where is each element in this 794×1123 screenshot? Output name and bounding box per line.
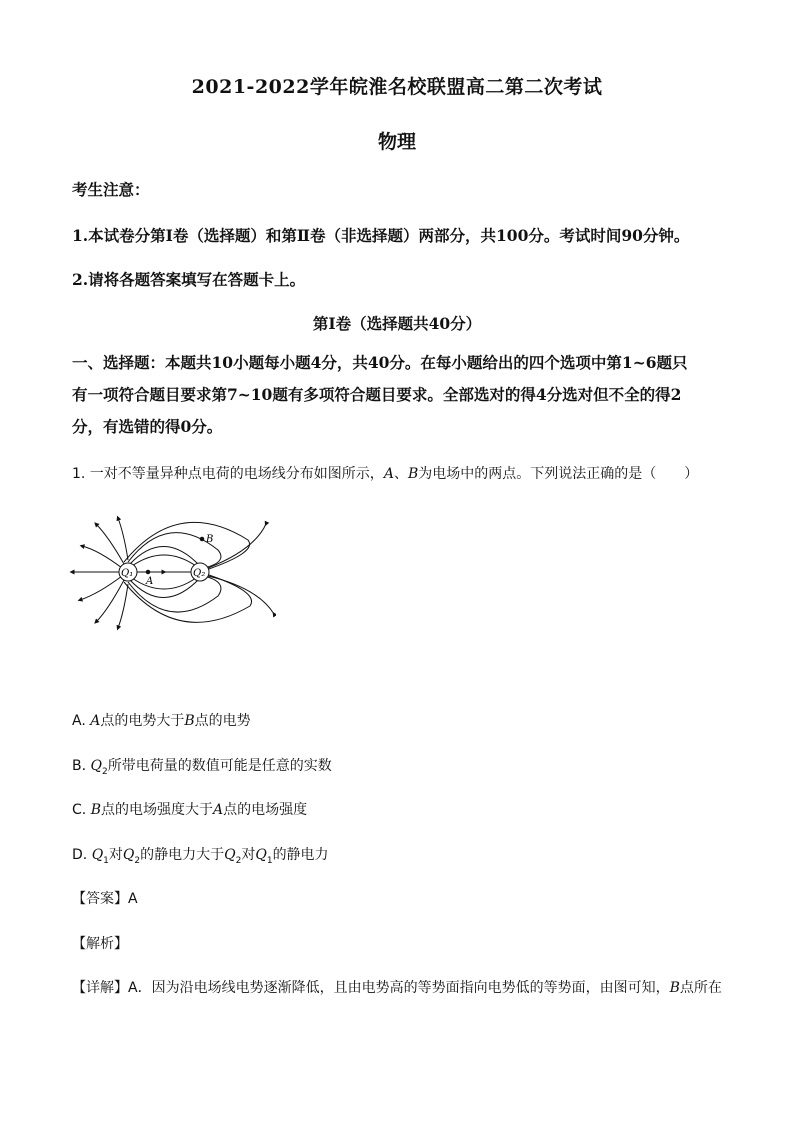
point-b-label: B: [206, 534, 214, 545]
stem-text: 为电场中的两点。下列说法正确的是（ ）: [418, 466, 699, 482]
section-instructions: [72, 347, 728, 443]
q1-label: Q₁: [121, 568, 134, 579]
stem-text: 1. 一对不等量异种点电荷的电场线分布如图所示，: [72, 466, 384, 482]
opt-sub: 2: [102, 766, 108, 777]
detail-line: [72, 977, 722, 997]
opt-sub: 1: [266, 855, 273, 866]
section-title: 第Ⅰ卷（选择题共40分）: [312, 314, 482, 333]
opt-text: 点的电势: [194, 713, 251, 729]
opt-text: 点的电场强度大于: [100, 802, 213, 818]
opt-text: C.: [72, 802, 91, 818]
opt-var: Q: [122, 847, 135, 863]
detail-text: 【详解】A．因为沿电场线电势逐渐降低，且由电势高的等势面指向电势低的等势面，由图可知，: [72, 980, 670, 996]
opt-text: 所带电荷量的数值可能是任意的实数: [107, 758, 332, 774]
opt-text: 对: [108, 847, 123, 863]
opt-sub: 2: [134, 855, 141, 866]
stem-text: 、: [393, 466, 408, 482]
opt-var: B: [184, 713, 195, 729]
subject-title: 物理: [377, 131, 416, 153]
opt-var: Q: [255, 847, 267, 863]
answer-line: 【答案】A: [72, 891, 138, 907]
detail-text: 点所在: [679, 980, 722, 996]
opt-text: 点的电场强度: [223, 802, 308, 818]
opt-sub: 2: [235, 855, 242, 866]
stem-var-b: B: [407, 466, 419, 482]
opt-var: Q: [224, 847, 236, 863]
instruction-line: 有一项符合题目要求第7~10题有多项符合题目要求。全部选对的得4分选对但不全的得2: [72, 385, 682, 404]
q2-label: Q₂: [193, 568, 206, 579]
opt-text: 对: [241, 847, 256, 863]
opt-text: 点的电势大于: [100, 713, 185, 729]
opt-text: D.: [72, 847, 92, 863]
notice-item-1: 1.本试卷分第Ⅰ卷（选择题）和第Ⅱ卷（非选择题）两部分，共100分。考试时间90分钟。: [72, 226, 690, 245]
question-1-stem: [72, 463, 698, 483]
opt-text: A.: [72, 713, 91, 729]
opt-var: B: [90, 802, 101, 818]
analysis-line: 【解析】: [72, 936, 128, 952]
notice-heading: 考生注意：: [72, 180, 150, 199]
opt-text: B.: [72, 758, 91, 774]
opt-var: A: [212, 802, 224, 818]
notice-item-2: 2.请将各题答案填写在答题卡上。: [72, 270, 306, 289]
opt-sub: 1: [103, 855, 109, 866]
instruction-line: 分，有选错的得0分。: [72, 417, 223, 436]
option-d: [72, 844, 329, 866]
opt-text: 的静电力: [272, 847, 329, 863]
point-a-label: A: [146, 576, 154, 587]
opt-var: Q: [90, 758, 102, 774]
instruction-line: 一、选择题：本题共10小题每小题4分，共40分。在每小题给出的四个选项中第1~6题只: [72, 353, 688, 372]
option-a: [72, 710, 251, 730]
opt-var: A: [90, 713, 101, 729]
option-c: [72, 799, 307, 819]
exam-title: 2021-2022学年皖淮名校联盟高二第二次考试: [191, 76, 603, 98]
opt-var: Q: [91, 847, 104, 863]
option-b: [72, 755, 332, 777]
opt-text: 的静电力大于: [140, 847, 225, 863]
electric-field-figure: [68, 510, 276, 640]
stem-var-a: A: [383, 466, 394, 482]
detail-var: B: [669, 980, 680, 996]
